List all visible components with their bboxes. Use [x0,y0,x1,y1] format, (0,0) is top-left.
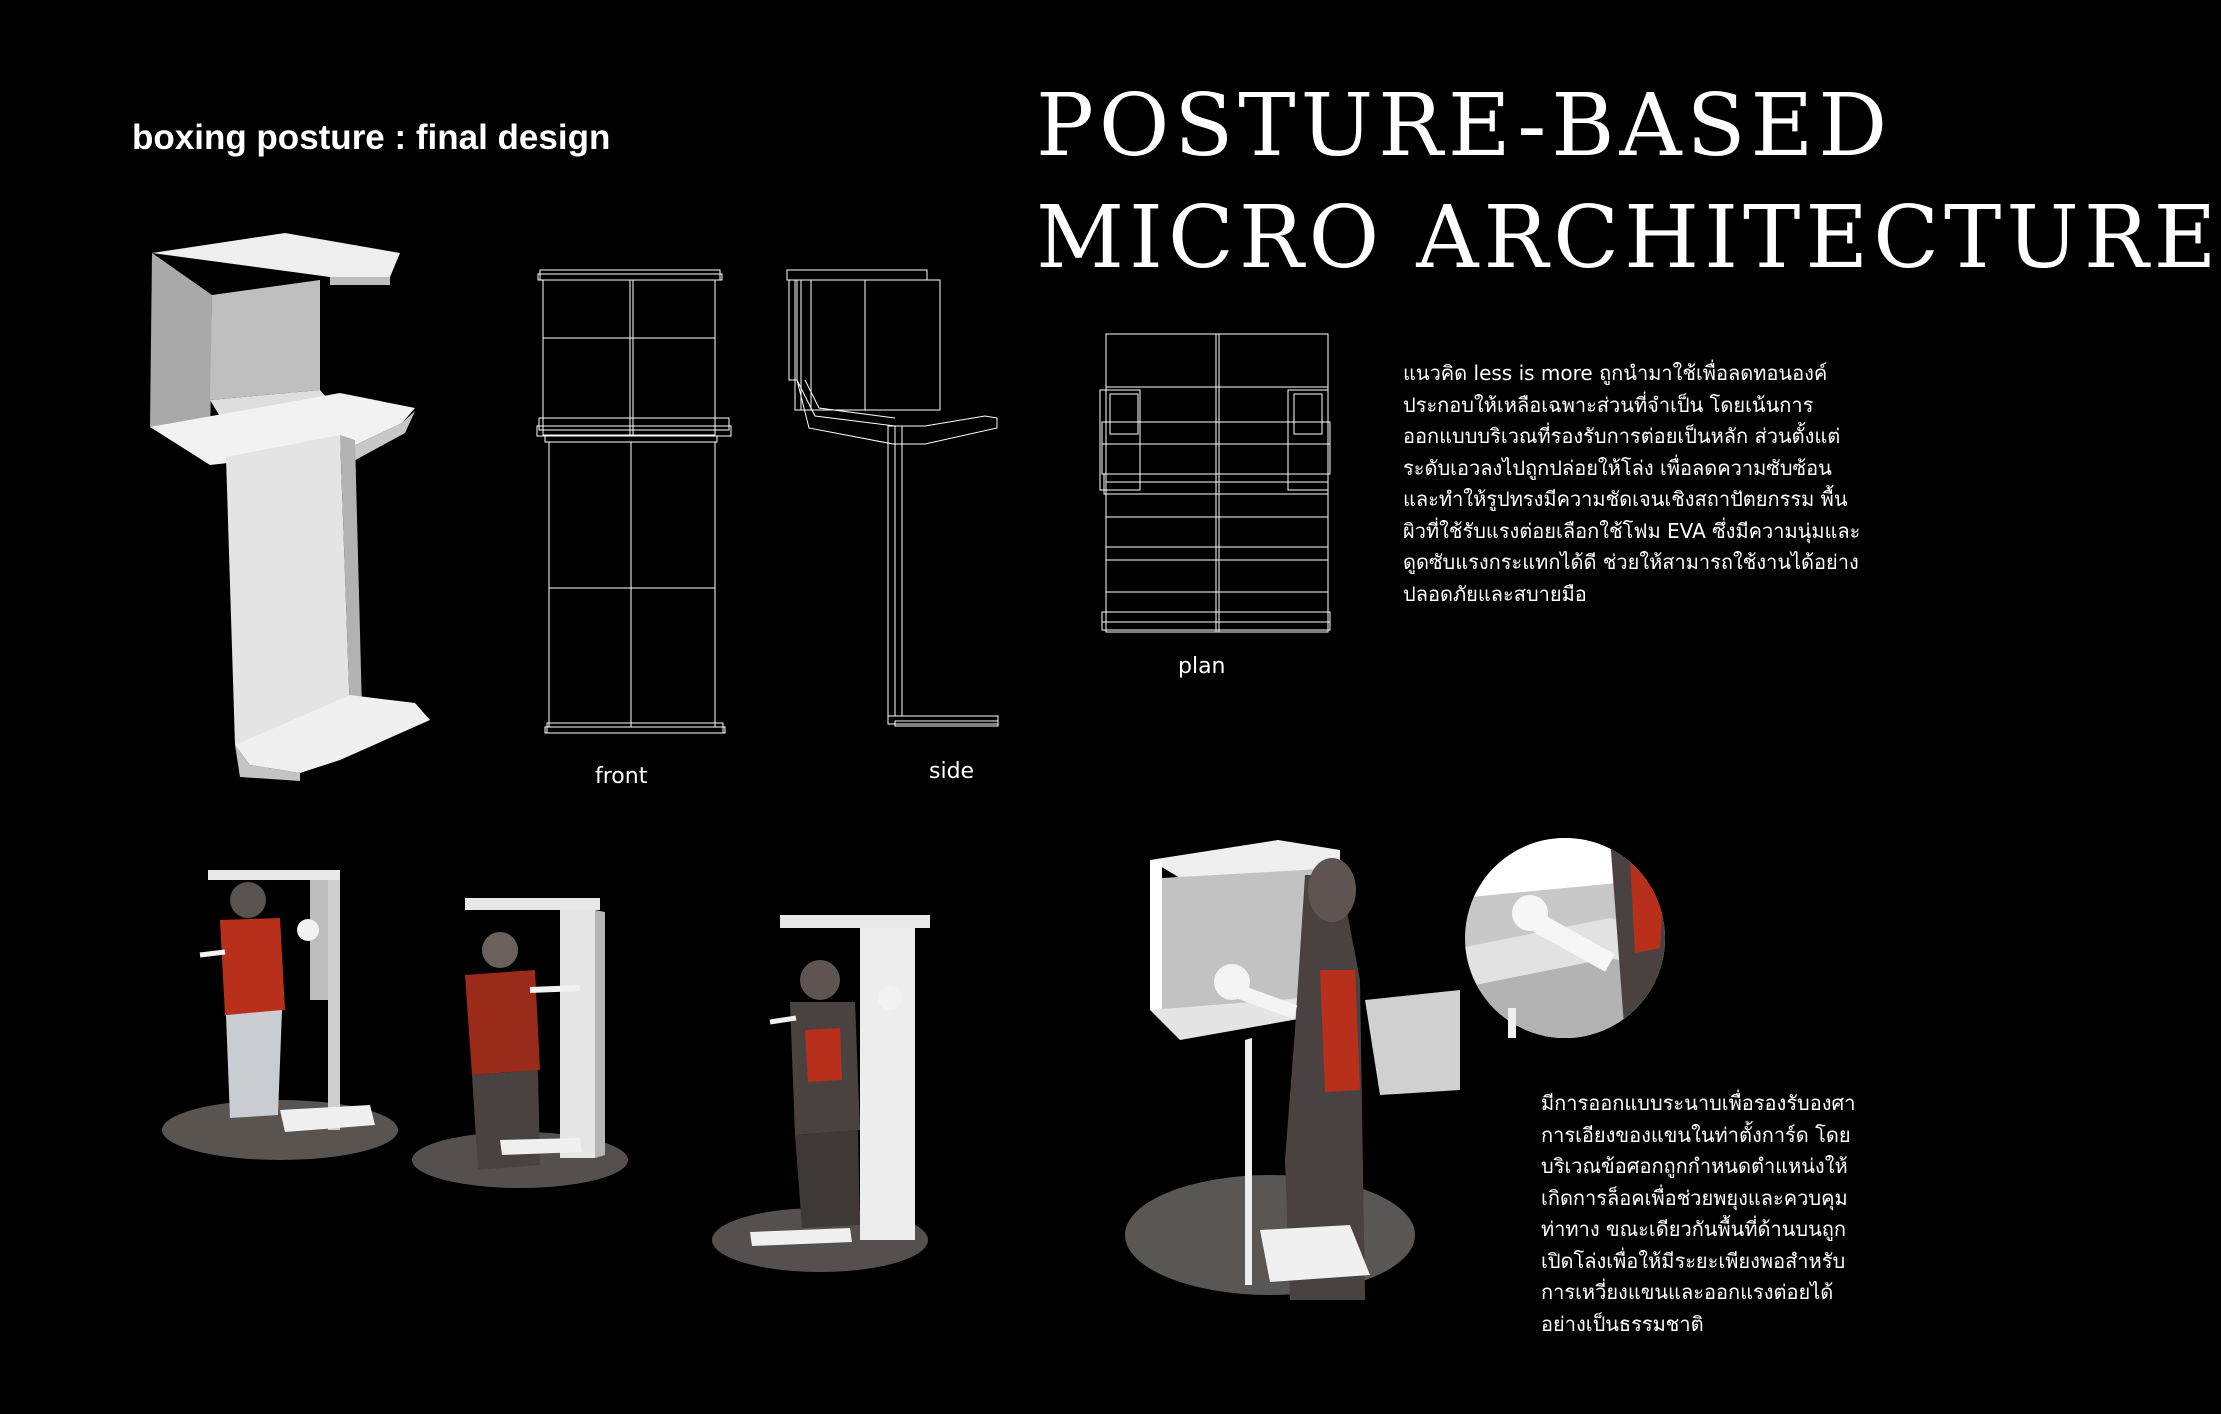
description-line: บริเวณข้อศอกถูกกำหนดตำแหน่งให้ [1541,1154,1848,1178]
figure-render-angle-2 [710,910,930,1280]
description-top [1403,358,1860,610]
elbow-detail-circle [1460,838,1670,1038]
caption-plan: plan [1178,654,1226,679]
caption-front: front [595,764,648,789]
description-line: การเหวี่ยงแขนและออกแรงต่อยได้ [1541,1280,1834,1304]
caption-side: side [929,759,975,784]
description-line: ปลอดภัยและสบายมือ [1403,581,1587,606]
plan-wireframe [1098,332,1333,637]
description-line: ท่าทาง ขณะเดียวกันพื้นที่ด้านบนถูก [1541,1217,1846,1241]
description-line: ออกแบบบริเวณที่รองรับการต่อยเป็นหลัก ส่วนตั้งแต่ [1403,424,1841,448]
figure-render-back [160,860,400,1180]
description-bottom [1541,1088,1855,1340]
description-line: และทำให้รูปทรงมีความชัดเจนเชิงสถาปัตยกรรม พื้น [1403,487,1848,511]
description-line: ระดับเอวลงไปถูกปล่อยให้โล่ง เพื่อลดความซับซ้อน [1403,455,1832,480]
figure-render-perspective [1120,830,1460,1310]
description-line: อย่างเป็นธรรมชาติ [1541,1311,1704,1336]
subtitle: boxing posture : final design [132,118,611,157]
description-line: การเอียงของแขนในท่าตั้งการ์ด โดย [1541,1122,1851,1147]
description-line: ผิวที่ใช้รับแรงต่อยเลือกใช้โฟม EVA ซึ่งมีความนุ่มและ [1403,518,1861,543]
side-wireframe [785,268,1035,738]
page-title [1036,70,2221,294]
description-line: มีการออกแบบระนาบเพื่อรองรับองศา [1541,1091,1856,1115]
title-line-2: MICRO ARCHITECTURE [1036,188,2221,288]
description-line: ประกอบให้เหลือเฉพาะส่วนที่จำเป็น โดยเน้นการ [1403,392,1814,417]
description-line: ดูดซับแรงกระแทกได้ดี ช่วยให้สามารถใช้งานได้อย่าง [1403,550,1859,574]
front-wireframe [535,268,735,738]
title-line-1: POSTURE-BASED [1036,76,1893,176]
perspective-render [140,225,450,785]
figure-render-angle-1 [410,880,640,1210]
description-line: เปิดโล่งเพื่อให้มีระยะเพียงพอสำหรับ [1541,1248,1846,1273]
description-line: แนวคิด less is more ถูกนำมาใช้เพื่อลดทอนองค์ [1403,361,1828,385]
description-line: เกิดการล็อคเพื่อช่วยพยุงและควบคุม [1541,1185,1848,1210]
